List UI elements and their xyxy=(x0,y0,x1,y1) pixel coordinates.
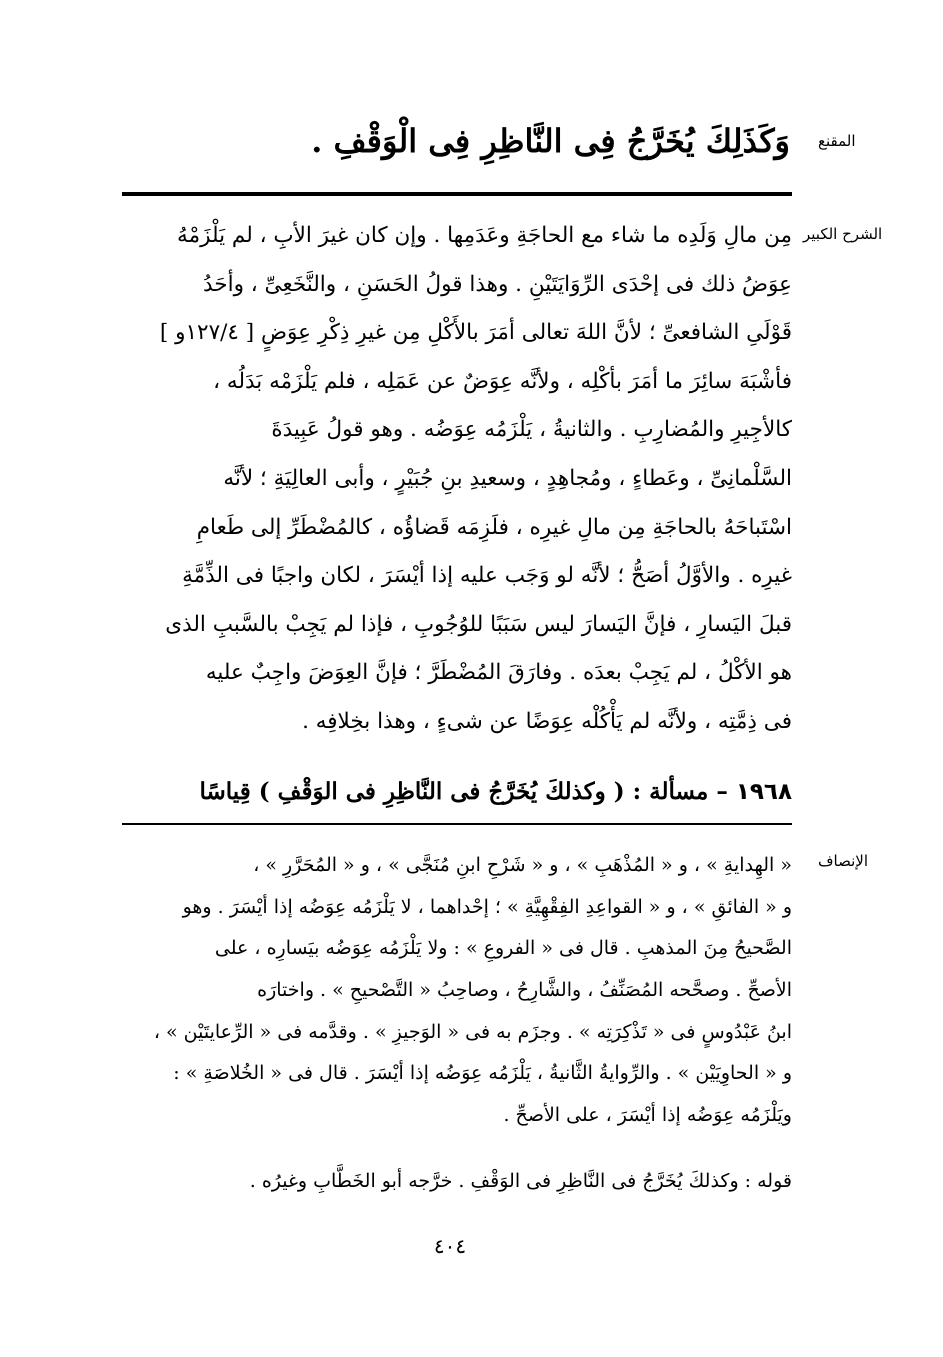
masala-number: ١٩٦٨ xyxy=(735,779,792,805)
middle-divider xyxy=(122,823,792,825)
insaf-closing: قوله : وكذلكَ يُخَرَّجُ فى النَّاظِرِ فى الوَقْفِ . خرَّجه أبو الخَطَّابِ وغيرُه . xyxy=(249,1170,792,1192)
muqni-label: المقنع xyxy=(818,132,856,150)
sharh-line: السَّلْمانِىِّ ، وعَطاءٍ ، ومُجاهِدٍ ، وسعيدِ بنِ جُبَيْرٍ ، وأبى العالِيَةِ ؛ لأنَّه xyxy=(223,465,792,491)
insaf-line: و « الحاوِيَيْن » . والرِّوايةُ الثَّانيةُ ، يَلْزَمُه عِوَضُه إذا أيْسَرَ . قال فى « الخُلاصَةِ » : xyxy=(173,1062,792,1085)
sharh-line: قَوْلَىِ الشافعىِّ ؛ لأنَّ اللهَ تعالى أمَرَ بالأَكْلِ مِن غيرِ ذِكْرِ عِوَضٍ [ ١٢٧/٤و ] xyxy=(159,320,792,346)
sharh-line: غيرِه . والأوَّلُ أصَحُّ ؛ لأنَّه لو وَجَب عليه إذا أيْسَرَ ، لكان واجبًا فى الذِّمَّةِ xyxy=(182,563,792,589)
sharh-line: هو الأكْلُ ، لم يَجِبْ بعدَه . وفارَقَ المُضْطَرَّ ؛ فإنَّ العِوَضَ واجِبٌ عليه xyxy=(205,660,792,686)
sharh-line: مِن مالِ وَلَدِه ما شاء مع الحاجَةِ وعَدَمِها . وإن كان غيرَ الأبِ ، لم يَلْزَمْهُ xyxy=(177,223,792,248)
masala-heading xyxy=(120,772,792,812)
insaf-line: ويَلْزَمُه عِوَضُه إذا أيْسَرَ ، على الأصحِّ . xyxy=(503,1104,792,1127)
muqni-text: وَكَذَلِكَ يُخَرَّجُ فِى النَّاظِرِ فِى الْوَقْفِ . xyxy=(311,122,790,160)
sharh-line: اسْتَباحَهُ بالحاجَةِ مِن مالِ غيرِه ، فلَزِمَه قَضاؤُه ، كالمُضْطَرِّ إلى طَعامِ xyxy=(196,514,792,540)
sharh-line: قبلَ اليَسارِ ، فإنَّ اليَسارَ ليس سَبَبًا للوُجُوبِ ، فإذا لم يَجِبْ بالسَّببِ الذى xyxy=(165,611,792,637)
page-number: ٤٠٤ xyxy=(433,1234,467,1258)
insaf-line: الصَّحيحُ مِنَ المذهبِ . قال فى « الفروعِ » : ولا يَلْزَمُه عِوَضُه بيَسارِه ، على xyxy=(214,937,792,960)
sharh-line: فى ذِمَّتِه ، ولأنَّه لم يَأْكُلْه عِوَضًا عن شىءٍ ، وهذا بخِلافِه . xyxy=(302,708,792,734)
insaf-line: ابنُ عَبْدُوسٍ فى « تَذْكِرَتِه » . وجزَم به فى « الوَجيزِ » . وقدَّمه فى « الرِّعايتَيْن » ، xyxy=(153,1020,792,1043)
sharh-body xyxy=(122,212,792,747)
insaf-line: الأصحِّ . وصحَّحه المُصَنِّفُ ، والشَّارِحُ ، وصاحِبُ « التَّصْحيحِ » . واختارَه xyxy=(257,979,792,1002)
masala-text: – مسألة : ( وكذلكَ يُخَرَّجُ فى النَّاظِرِ فى الوَقْفِ ) قِياسًا xyxy=(199,778,728,805)
sharh-line: كالأجِيرِ والمُضارِبِ . والثانيةُ ، يَلْزَمُه عِوَضُه . وهو قولُ عَبِيدَةَ xyxy=(271,417,792,443)
insaf-body xyxy=(122,845,792,1137)
insaf-line: « الهِدايةِ » ، و « المُذْهَبِ » ، و « شَرْحِ ابنِ مُنَجَّى » ، و « المُحَرَّرِ » ، xyxy=(253,854,792,876)
sharh-line: فأشْبَهَ سائِرَ ما أمَرَ بأكْلِه ، ولأنَّه عِوَضٌ عن عَمَلِه ، فلم يَلْزَمْه بَدَلُه ، xyxy=(213,368,792,394)
top-divider xyxy=(122,192,792,196)
insaf-label: الإنصاف xyxy=(818,852,869,870)
insaf-line: و « الفائقِ » ، و « القواعِدِ الفِقْهِيَّةِ » ؛ إحْداهما ، لا يَلْزَمُه عِوَضُه إذا أيْسَرَ . وهو xyxy=(182,895,792,918)
sharh-label: الشرح الكبير xyxy=(803,225,883,243)
sharh-line: عِوَضُ ذلك فى إحْدَى الرِّوَايَتَيْنِ . وهذا قولُ الحَسَنِ ، والنَّخَعِىِّ ، وأحَدُ xyxy=(203,271,792,297)
